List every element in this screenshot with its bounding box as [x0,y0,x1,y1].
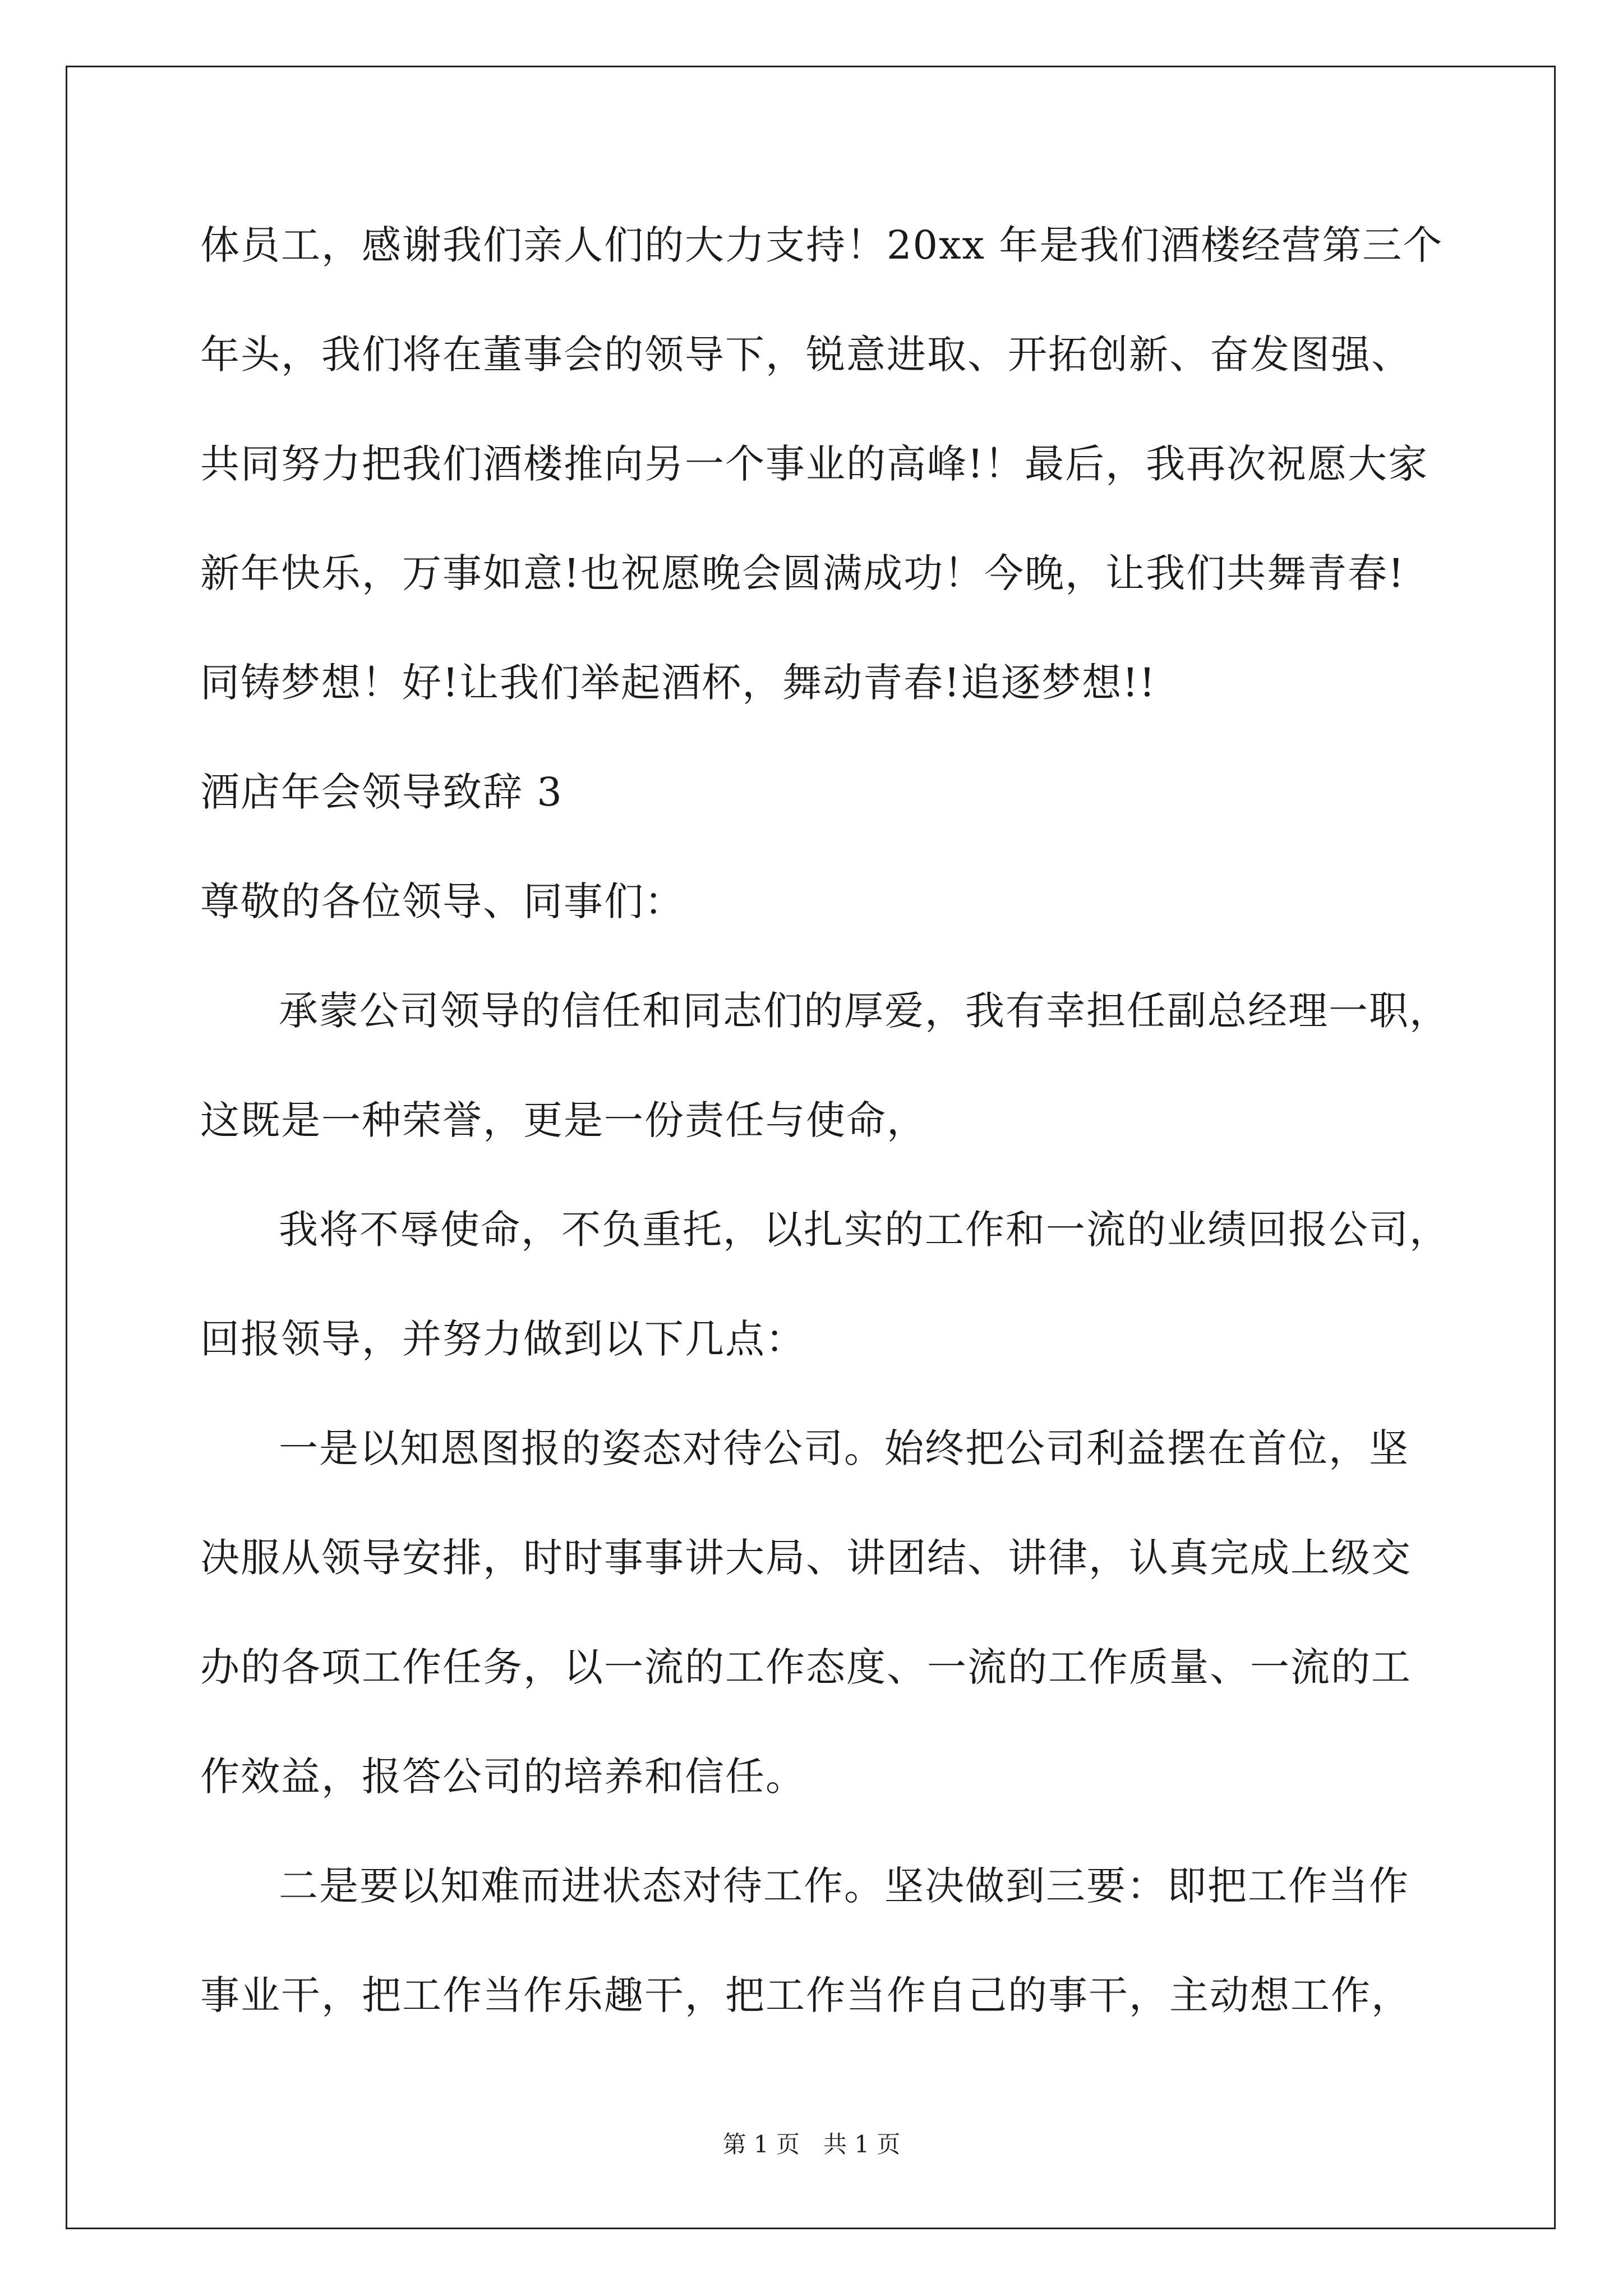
document-body [200,222,1468,2081]
paragraph-start: 承蒙公司领导的信任和同志们的厚爱，我有幸担任副总经理一职， [279,988,1450,1034]
page-footer: 第 1 页 共 1 页 [722,2131,901,2158]
paragraph-start: 二是要以知难而进状态对待工作。坚决做到三要：即把工作当作 [279,1863,1409,1909]
text-line: 作效益，报答公司的培养和信任。 [200,1754,806,1800]
text-line: 年头，我们将在董事会的领导下，锐意进取、开拓创新、奋发图强、 [200,332,1412,378]
text-line: 办的各项工作任务，以一流的工作态度、一流的工作质量、一流的工 [200,1644,1412,1690]
text-line: 这既是一种荣誉，更是一份责任与使命， [200,1097,927,1143]
text-line: 体员工，感谢我们亲人们的大力支持！20xx 年是我们酒楼经营第三个 [200,222,1444,268]
text-line: 回报领导，并努力做到以下几点： [200,1316,806,1362]
section-heading: 酒店年会领导致辞 3 [200,769,563,815]
text-line: 决服从领导安排，时时事事讲大局、讲团结、讲律，认真完成上级交 [200,1535,1412,1581]
salutation: 尊敬的各位领导、同事们： [200,878,685,924]
text-line: 事业干，把工作当作乐趣干，把工作当作自己的事干，主动想工作， [200,1972,1412,2018]
paragraph-start: 我将不辱使命，不负重托，以扎实的工作和一流的业绩回报公司， [279,1207,1450,1253]
text-line: 共同努力把我们酒楼推向另一个事业的高峰!！最后，我再次祝愿大家 [200,441,1429,487]
paragraph-start: 一是以知恩图报的姿态对待公司。始终把公司利益摆在首位，坚 [279,1425,1409,1471]
text-line: 新年快乐，万事如意!也祝愿晚会圆满成功！今晚，让我们共舞青春! [200,550,1405,596]
text-line: 同铸梦想！好!让我们举起酒杯，舞动青春!追逐梦想!! [200,660,1156,706]
